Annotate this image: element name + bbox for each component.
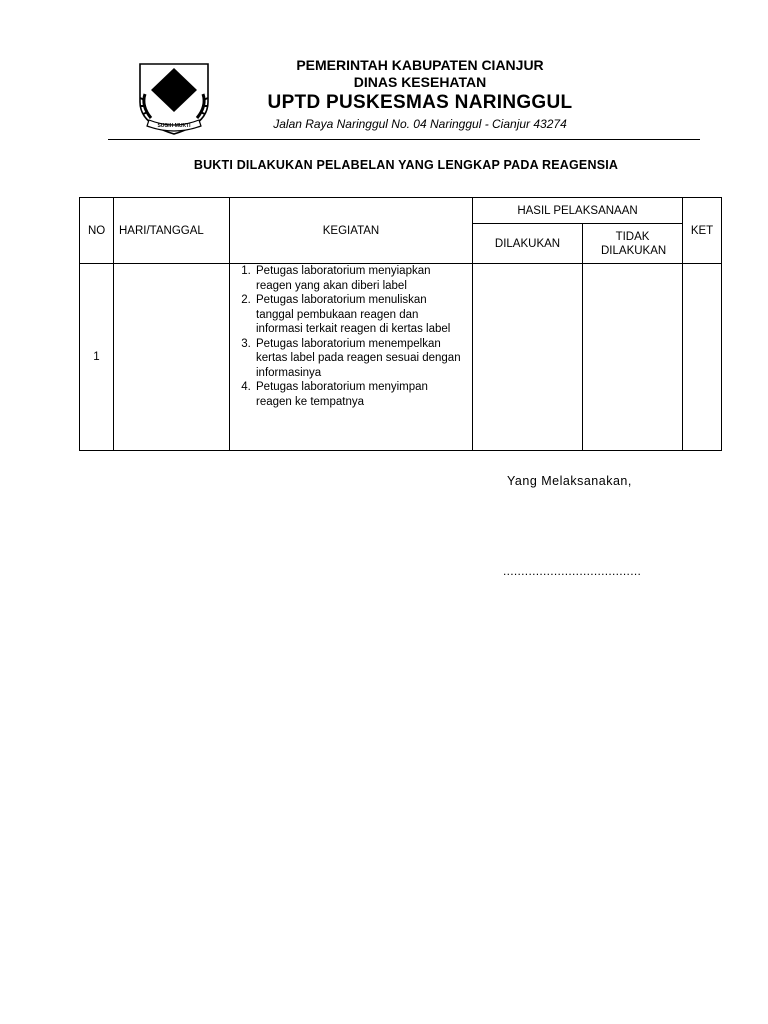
header-hasil-pelaksanaan: HASIL PELAKSANAAN [473,198,683,224]
table-row [80,264,722,451]
signature-label: Yang Melaksanakan, [507,474,632,488]
emblem-motto: SUGIH MUKTI [157,123,191,129]
header-hari-tanggal: HARI/TANGGAL [114,198,230,264]
letterhead [230,57,610,133]
header-kegiatan: KEGIATAN [230,198,473,264]
header-dilakukan: DILAKUKAN [473,224,583,264]
header-institution: UPTD PUSKESMAS NARINGGUL [267,92,573,113]
activity-table [79,197,722,451]
list-item: 3. Petugas laboratorium menempelkan kertas label pada reagen sesuai dengan informasinya [254,337,466,381]
row-hari-tanggal [114,264,230,451]
list-item: 1. Petugas laboratorium menyiapkan reagen yang akan diberi label [254,264,466,293]
cianjur-emblem-logo [131,58,217,138]
header-tidak-dilakukan: TIDAK DILAKUKAN [583,224,683,264]
list-item: 4. Petugas laboratorium menyimpan reagen ke tempatnya [254,380,466,409]
row-ket [683,264,722,451]
header-department: DINAS KESEHATAN [353,74,487,90]
document-title: BUKTI DILAKUKAN PELABELAN YANG LENGKAP PADA REAGENSIA [193,158,619,172]
header-address: Jalan Raya Naringgul No. 04 Naringgul - Cianjur 43274 [273,117,567,131]
header-ket: KET [683,198,722,264]
row-no: 1 [80,264,114,451]
kegiatan-list [232,264,466,409]
letterhead-divider [108,139,700,140]
row-kegiatan [230,264,473,451]
list-item: 2. Petugas laboratorium menuliskan tanggal pembukaan reagen dan informasi terkait reagen di kertas label [254,293,466,337]
header-no: NO [80,198,114,264]
row-dilakukan [473,264,583,451]
header-government: PEMERINTAH KABUPATEN CIANJUR [296,57,544,73]
signature-line: ...................................... [503,564,642,578]
row-tidak-dilakukan [583,264,683,451]
